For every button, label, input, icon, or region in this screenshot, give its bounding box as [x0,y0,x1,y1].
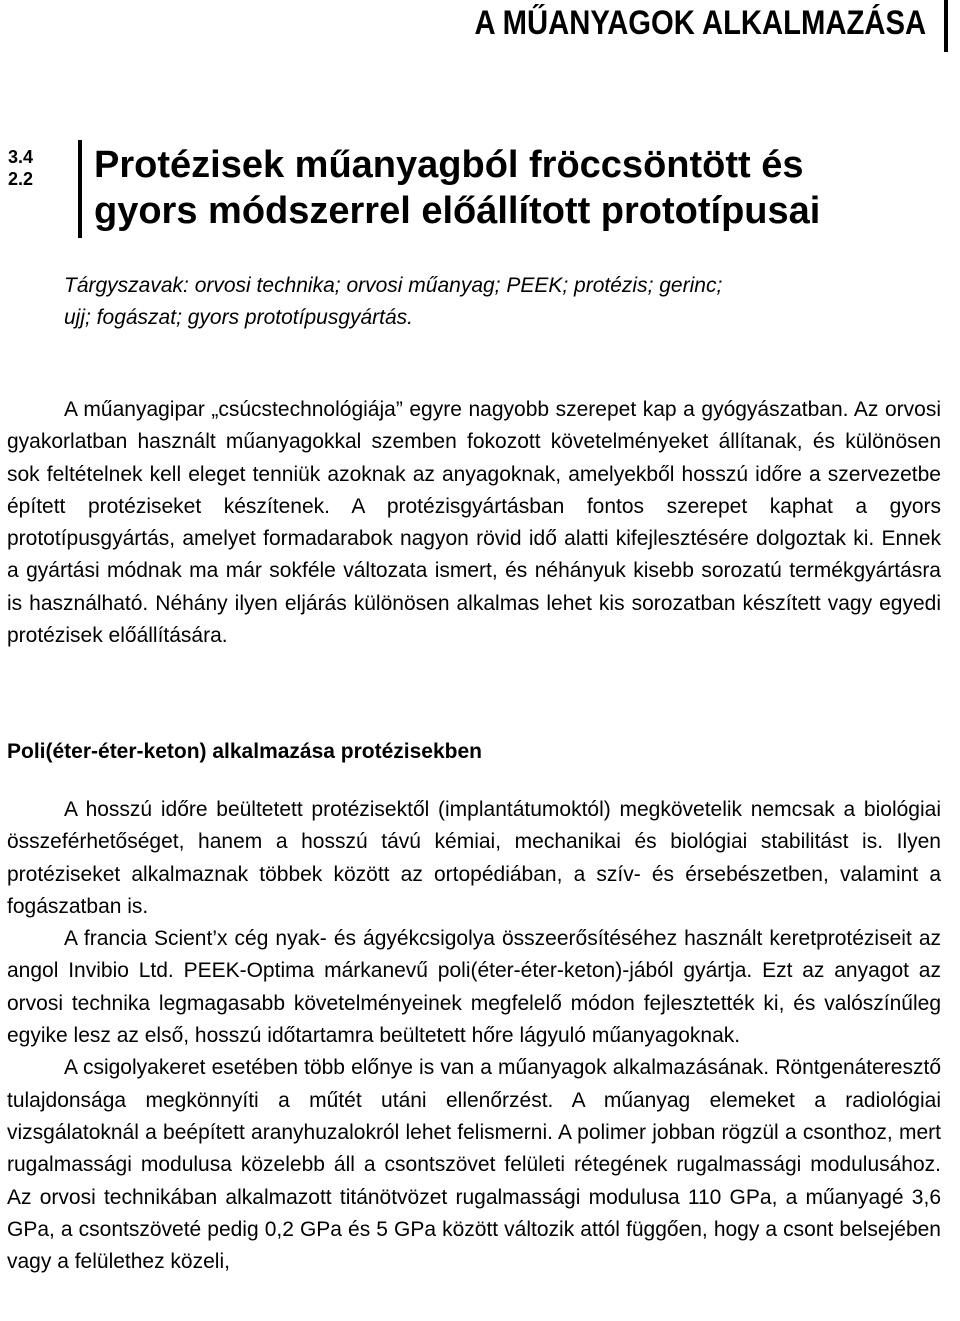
keywords [64,270,944,334]
peek-section-body [7,794,941,1278]
body-paragraph: A francia Scient’x cég nyak- és ágyékcsigolya összeerősítéséhez használt keretprotéziseit az angol Invibio Ltd. PEEK-Optima márkanevű poli(éter-éter-keton)-jából gyártja. Ezt az anyagot az orvosi technika legmagasabb követelményeinek megfelelő módon fejlesztették ki, és valószínűleg egyike lesz az első, hosszú időtartamra beültetett hőre lágyuló műanyagoknak. [7,927,941,1048]
header-rule [944,0,948,52]
section-number-line1: 3.4 [8,147,34,167]
article-title [94,142,820,234]
body-paragraph: A hosszú időre beültetett protézisektől (implantátumoktól) megkövetelik nemcsak a biológiai összeférhetőséget, hanem a hosszú távú kémiai, mechanikai és biológiai stabilitást is. Ilyen protéziseket alkalmaznak többek között az ortopédiában, a szív- és érsebészetben, valamint a fogászatban is. [7,798,941,918]
keywords-line2: ujj; fogászat; gyors prototípusgyártás. [64,306,414,329]
running-header-title: A MŰANYAGOK ALKALMAZÁSA [474,4,926,42]
section-number [8,146,33,190]
section-heading: Poli(éter-éter-keton) alkalmazása protézisekben [7,740,483,763]
section-number-line2: 2.2 [8,169,34,189]
body-paragraph: A csigolyakeret esetében több előnye is van a műanyagok alkalmazásának. Röntgenáteresztő tulajdonsága megkönnyíti a műtét utáni ellenőrzést. A műanyag elemeket a radiológiai vizsgálatoknál a beépített aranyhuzalokról lehet felismerni. A polimer jobban rögzül a csonthoz, mert rugalmassági modulusa közelebb áll a csontszövet felületi rétegének rugalmassági modulusához. Az orvosi technikában alkalmazott titánötvözet rugalmassági modulusa 110 GPa, a műanyagé 3,6 GPa, a csontszöveté pedig 0,2 GPa és 5 GPa között változik attól függően, hogy a csont belsejében vagy a felülethez közeli, [7,1056,941,1274]
keywords-line1: Tárgyszavak: orvosi technika; orvosi műanyag; PEEK; protézis; gerinc; [64,274,723,297]
article-title-line2: gyors módszerrel előállított prototípusai [94,190,821,232]
title-rule [78,140,82,238]
running-header [0,0,960,52]
intro-paragraph: A műanyagipar „csúcstechnológiája” egyre nagyobb szerepet kap a gyógyászatban. Az orvosi gyakorlatban használt műanyagokkal szemben fokozott követelményeket állítanak, és különösen sok feltételnek kell eleget tenniük azoknak az anyagoknak, amelyekből hosszú időre a szervezetbe épített protéziseket készítenek. A protézisgyártásban fontos szerepet kaphat a gyors prototípusgyártás, amelyet formadarabok nagyon rövid idő alatti kifejlesztésére dolgoztak ki. Ennek a gyártási módnak ma már sokféle változata ismert, és néhányuk kisebb sorozatú termékgyártásra is használható. Néhány ilyen eljárás különösen alkalmas lehet kis sorozatban készített vagy egyedi protézisek előállítására. [7,398,941,648]
article-title-line1: Protézisek műanyagból fröccsöntött és [94,144,804,186]
